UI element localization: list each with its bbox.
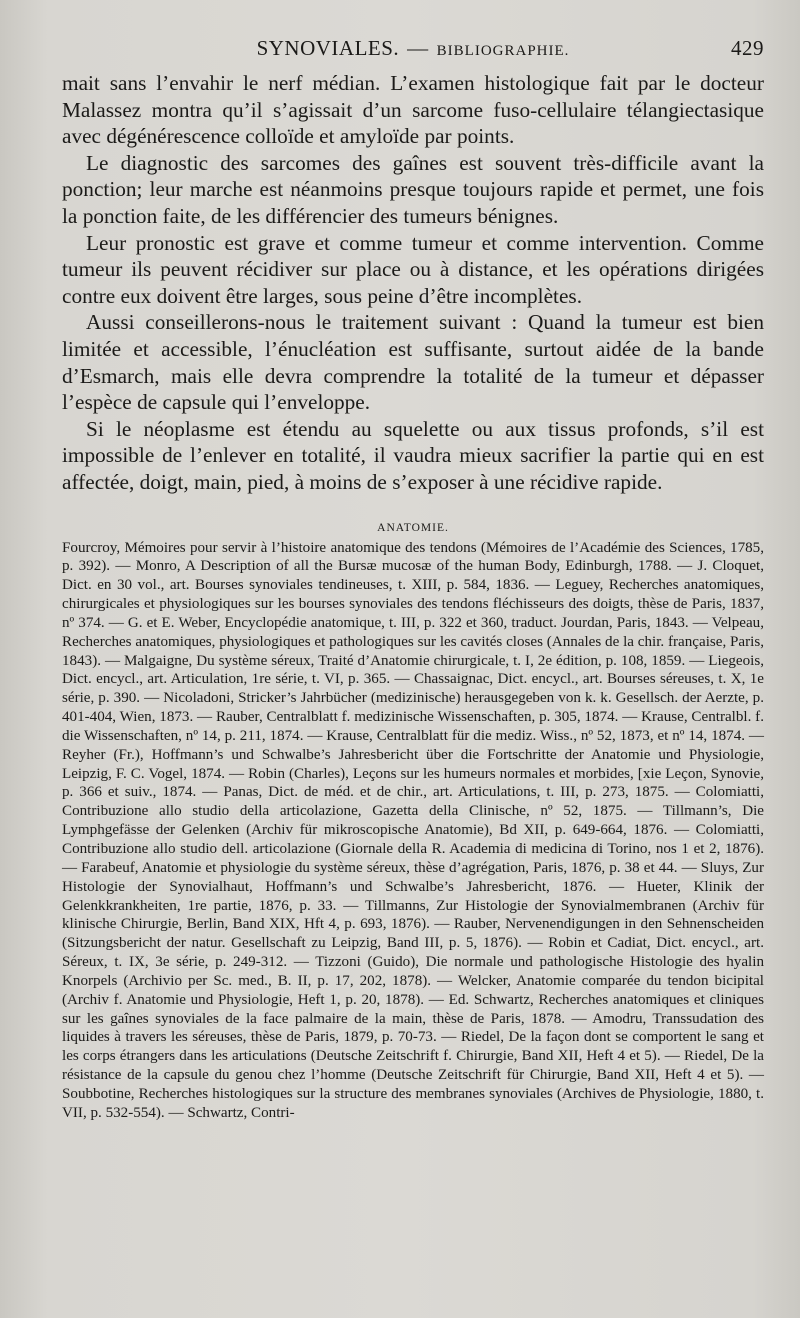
paragraph: Aussi conseillerons-nous le traitement suivant : Quand la tumeur est bien limitée et accessible, l’énucléation est suffisante, surtout aidée de la bande d’Esmarch, mais elle devra comprendre la totalité de la tumeur et dépasser l’espèce de capsule qui l’enveloppe. bbox=[62, 310, 764, 415]
bibliography bbox=[62, 539, 764, 1123]
paragraph: Si le néoplasme est étendu au squelette ou aux tissus profonds, s’il est impossible de l’enlever en totalité, il vaudra mieux sacrifier la partie qui en est affectée, doigt, main, pied, à moins de s’exposer à une récidive rapide. bbox=[62, 416, 764, 494]
running-head-title: SYNOVIALES. bbox=[256, 36, 400, 60]
body-text bbox=[62, 70, 764, 496]
paragraph: Le diagnostic des sarcomes des gaînes est souvent très-difficile avant la ponction; leur marche est néanmoins presque toujours rapide et permet, une fois la ponction faite, de les différencier des tumeurs bénignes. bbox=[62, 150, 764, 228]
running-head-separator: — bbox=[407, 36, 429, 60]
running-head bbox=[62, 36, 764, 70]
section-heading: ANATOMIE. bbox=[377, 521, 449, 534]
bibliography-text: Fourcroy, Mémoires pour servir à l’histoire anatomique des tendons (Mémoires de l’Académie des Sciences, 1785, p. 392). — Monro, A Description of all the Bursæ mucosæ of the human Body, Edinburgh, 1788. — J. Cloquet, Dict. en 30 vol., art. Bourses synoviales tendineuses, t. XIII, p. 584, 1836. — Leguey, Recherches anatomiques, chirurgicales et physiologiques sur les bourses synoviales des tendons fléchisseurs des doigts, thèse de Paris, 1837, nº 374. — G. et E. Weber, Encyclopédie anatomique, t. III, p. 322 et 360, traduct. Jourdan, Paris, 1843. — Velpeau, Recherches anatomiques, physiologiques et pathologiques sur les cavités closes (Annales de la chir. française, Paris, 1843). — Malgaigne, Du système séreux, Traité d’Anatomie chirurgicale, t. I, 2e édition, p. 108, 1859. — Liegeois, Dict. encycl., art. Articulation, 1re série, t. VI, p. 365. — Chassaignac, Dict. encycl., art. Bourses séreuses, t. X, 1e série, p. 390. — Nicoladoni, Stricker’s Jahrbücher (medizinische) herausgegeben von k. k. Gesellsch. der Aerzte, p. 401-404, Wien, 1873. — Rauber, Centralblatt f. medizinische Wissenschaften, p. 305, 1874. — Krause, Centralbl. f. die Wissenschaften, nº 14, p. 211, 1874. — Krause, Centralblatt für die mediz. Wiss., nº 52, 1873, et nº 14, 1874. — Reyher (Fr.), Hoffmann’s und Schwalbe’s Jahresbericht über die Fortschritte der Anatomie und Physiologie, Leipzig, F. C. Vogel, 1874. — Robin (Charles), Leçons sur les humeurs normales et morbides, [xie Leçon, Synovie, p. 366 et suiv., 1874. — Panas, Dict. de méd. et de chir., art. Articulations, t. III, p. 273, 1875. — Colomiatti, Contribuzione allo studio della articolazione, Gazetta della Clinische, nº 52, 1875. — Tillmann’s, Die Lymphgefässe der Gelenken (Archiv für mikroscopische Anatomie), Bd XII, p. 649-664, 1876. — Colomiatti, Contribuzione allo studio dell. articolazione (Giornale della R. Academia di medicina di Torino, nos 1 et 2, 1876). — Farabeuf, Anatomie et physiologie du système séreux, thèse d’agrégation, Paris, 1876, p. 38 et 44. — Sluys, Zur Histologie der Synovialhaut, Hoffmann’s und Schwalbe’s Jahresbericht, 1876. — Hueter, Klinik der Gelenkkrankheiten, 1re partie, 1876, p. 33. — Tillmanns, Zur Histologie der Synovialmembranen (Archiv für klinische Chirurgie, Berlin, Band XIX, Hft 4, p. 693, 1876). — Rauber, Nervenendigungen in den Sehnenscheiden (Sitzungsbericht der natur. Gesellschaft zu Leipzig, Band III, p. 5, 1876). — Robin et Cadiat, Dict. encycl., art. Séreux, t. IX, 3e série, p. 249-312. — Tizzoni (Guido), Die normale und pathologische Histologie des hyalin Knorpels (Archivio per Sc. med., B. II, p. 17, 202, 1878). — Welcker, Anatomie comparée du tendon bicipital (Archiv f. Anatomie und Physiologie, Heft 1, p. 20, 1878). — Ed. Schwartz, Recherches anatomiques et cliniques sur les gaînes synoviales de la face palmaire de la main, thèse de Paris, 1878. — Amodru, Transsudation des liquides à travers les séreuses, thèse de Paris, 1879, p. 70-73. — Riedel, De la façon dont se comportent le sang et les corps étrangers dans les articulations (Deutsche Zeitschrift f. Chirurgie, Band XII, Heft 4 et 5). — Riedel, De la résistance de la capsule du genou chez l’homme (Deutsche Zeitschrift für Chirurgie, Band XII, Heft 4 et 5). — Soubbotine, Recherches histologiques sur la structure des membranes synoviales (Archives de Physiologie, 1880, t. VII, p. 532-554). — Schwartz, Contri- bbox=[62, 539, 764, 1121]
paragraph: mait sans l’envahir le nerf médian. L’examen histologique fait par le docteur Malassez montra qu’il s’agissait d’un sarcome fuso-cellulaire télangiectasique avec dégénérescence colloïde et amyloïde par points. bbox=[62, 71, 764, 149]
page-number: 429 bbox=[731, 36, 764, 60]
running-head-subtitle: BIBLIOGRAPHIE. bbox=[436, 43, 570, 59]
paragraph: Leur pronostic est grave et comme tumeur et comme intervention. Comme tumeur ils peuvent récidiver sur place ou à distance, et les opérations dirigées contre eux doivent être larges, sous peine d’être incomplètes. bbox=[62, 230, 764, 308]
